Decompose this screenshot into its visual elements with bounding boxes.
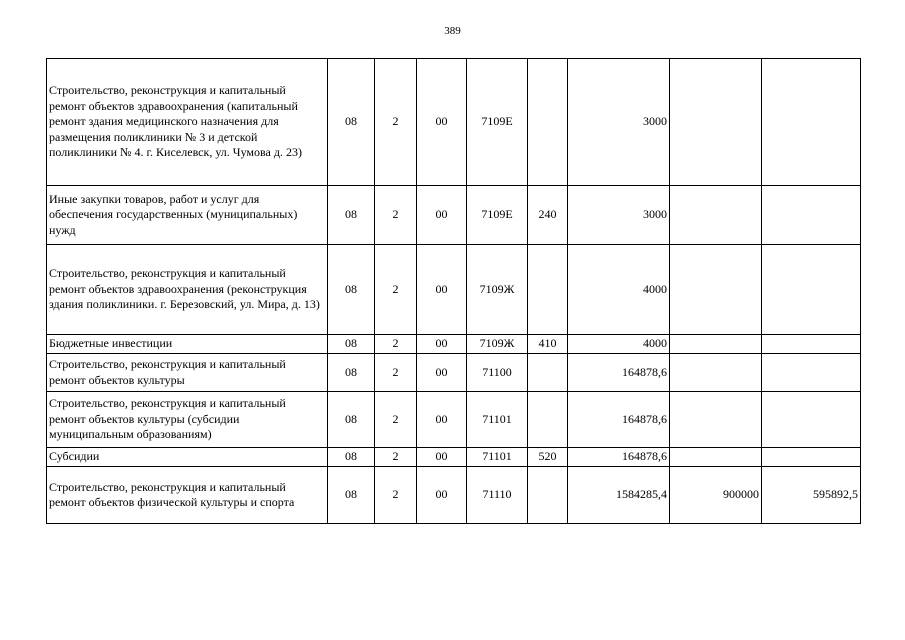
section-code: 08 [328,354,375,392]
amount-year-2 [670,245,762,335]
table-row [47,354,861,392]
amount-year-1: 3000 [568,186,670,245]
expense-type-code [528,392,568,448]
article-code: 71101 [467,392,528,448]
row-name: Субсидии [47,448,328,467]
amount-year-1: 164878,6 [568,354,670,392]
page-number: 389 [444,25,461,37]
subsection-code: 2 [375,392,417,448]
subsection-code: 2 [375,354,417,392]
amount-year-1: 1584285,4 [568,467,670,524]
amount-year-2 [670,448,762,467]
expense-type-code [528,59,568,186]
amount-year-2 [670,335,762,354]
program-code: 00 [417,392,467,448]
row-name: Строительство, реконструкция и капитальный ремонт объектов здравоохранения (капитальный ремонт здания медицинского назначения для размещения поликлиники № 3 и детской поликлиники № 4. г. Киселевск, ул. Чумова д. 23) [47,59,328,186]
section-code: 08 [328,335,375,354]
amount-year-2 [670,59,762,186]
table-row [47,392,861,448]
program-code: 00 [417,448,467,467]
article-code: 7109Ж [467,245,528,335]
section-code: 08 [328,245,375,335]
amount-year-1: 164878,6 [568,392,670,448]
amount-year-3 [762,448,861,467]
expense-type-code [528,467,568,524]
subsection-code: 2 [375,59,417,186]
amount-year-2 [670,186,762,245]
amount-year-3 [762,59,861,186]
row-name: Строительство, реконструкция и капитальный ремонт объектов культуры (субсидии муниципальным образованиям) [47,392,328,448]
amount-year-3 [762,245,861,335]
amount-year-1: 4000 [568,245,670,335]
program-code: 00 [417,335,467,354]
amount-year-1: 3000 [568,59,670,186]
expense-type-code: 520 [528,448,568,467]
table-row [47,186,861,245]
section-code: 08 [328,59,375,186]
article-code: 7109Ж [467,335,528,354]
article-code: 7109Е [467,59,528,186]
amount-year-1: 4000 [568,335,670,354]
section-code: 08 [328,392,375,448]
subsection-code: 2 [375,448,417,467]
subsection-code: 2 [375,467,417,524]
article-code: 71101 [467,448,528,467]
amount-year-3: 595892,5 [762,467,861,524]
row-name: Строительство, реконструкция и капитальный ремонт объектов физической культуры и спорта [47,467,328,524]
table-row [47,245,861,335]
article-code: 7109Е [467,186,528,245]
amount-year-2 [670,392,762,448]
amount-year-1: 164878,6 [568,448,670,467]
program-code: 00 [417,354,467,392]
expense-type-code: 240 [528,186,568,245]
table-row [47,335,861,354]
program-code: 00 [417,186,467,245]
row-name: Строительство, реконструкция и капитальный ремонт объектов здравоохранения (реконструкция здания поликлиники. г. Березовский, ул. Мира, д. 13) [47,245,328,335]
row-name: Строительство, реконструкция и капитальный ремонт объектов культуры [47,354,328,392]
subsection-code: 2 [375,186,417,245]
table-row [47,59,861,186]
section-code: 08 [328,467,375,524]
program-code: 00 [417,59,467,186]
expense-type-code [528,354,568,392]
article-code: 71110 [467,467,528,524]
program-code: 00 [417,467,467,524]
article-code: 71100 [467,354,528,392]
amount-year-2: 900000 [670,467,762,524]
section-code: 08 [328,448,375,467]
amount-year-3 [762,392,861,448]
table-row [47,467,861,524]
table-row [47,448,861,467]
expense-type-code [528,245,568,335]
section-code: 08 [328,186,375,245]
amount-year-3 [762,354,861,392]
budget-table [46,58,861,524]
amount-year-3 [762,335,861,354]
row-name: Бюджетные инвестиции [47,335,328,354]
amount-year-2 [670,354,762,392]
subsection-code: 2 [375,335,417,354]
row-name: Иные закупки товаров, работ и услуг для обеспечения государственных (муниципальных) нужд [47,186,328,245]
amount-year-3 [762,186,861,245]
expense-type-code: 410 [528,335,568,354]
program-code: 00 [417,245,467,335]
subsection-code: 2 [375,245,417,335]
